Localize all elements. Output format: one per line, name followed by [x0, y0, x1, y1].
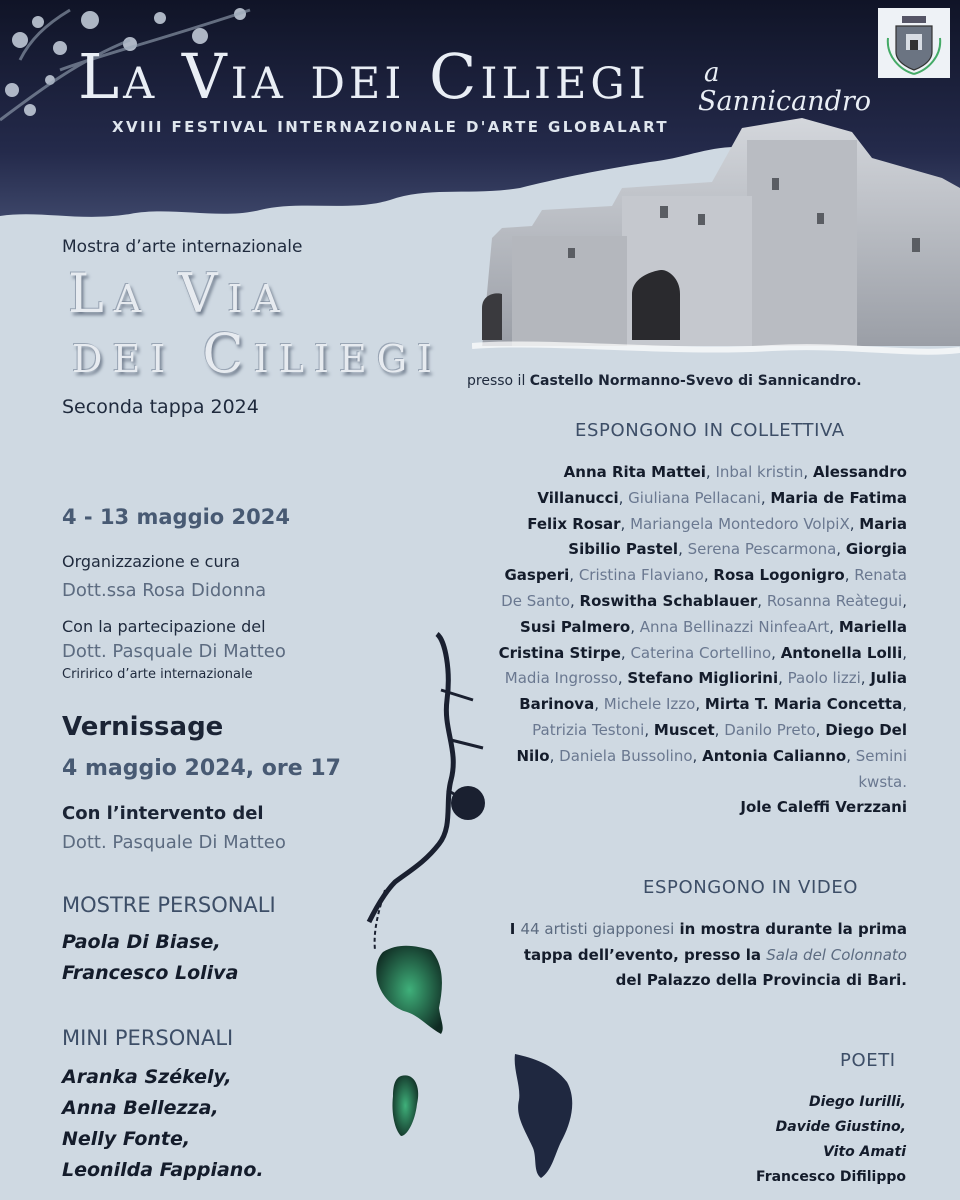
artist-name: Roswitha Schablauer [579, 591, 758, 610]
artist-name: Mirta T. Maria Concetta [704, 695, 903, 714]
poet-name: Vito Amati [823, 1144, 906, 1160]
intervention-name: Dott. Pasquale Di Matteo [62, 832, 286, 853]
poets-title: POETI [840, 1050, 896, 1071]
vernissage-date: 4 maggio 2024, ore 17 [62, 756, 341, 781]
exhibition-title-line1: La Via [68, 262, 290, 325]
poet-name: Davide Giustino, [775, 1119, 906, 1135]
artist-name: Rosanna Reàtegui [766, 591, 903, 610]
video-text-part: in mostra durante la prima tappa dell’evento, presso la [523, 920, 907, 964]
artist-name: Daniela Bussolino [559, 746, 693, 765]
participation-label: Con la partecipazione del [62, 617, 266, 636]
video-text-part: del Palazzo della Provincia di Bari. [615, 971, 907, 989]
mini-shows-title: MINI PERSONALI [62, 1026, 234, 1050]
exhibition-dates: 4 - 13 maggio 2024 [62, 505, 290, 529]
festival-subtitle: XVIII FESTIVAL INTERNAZIONALE D'ARTE GLOBALART [112, 118, 669, 136]
artist-name: Serena Pescarmona [687, 540, 837, 559]
intervention-label: Con l’intervento del [62, 803, 264, 824]
poets-list [660, 1090, 906, 1190]
artist-name: Patrizia Testoni [532, 720, 645, 739]
artist-name: Caterina Cortellino [630, 643, 772, 662]
participation-name: Dott. Pasquale Di Matteo [62, 641, 286, 662]
artist-name: Giuliana Pellacani [628, 488, 761, 507]
artist-name: Semini kwsta. [855, 746, 907, 791]
artist-name: Renata De Santo [501, 566, 907, 610]
artist-name: Alessandro Villanucci [537, 463, 907, 507]
venue-line [467, 373, 862, 389]
artist-name: Mariella Cristina Stirpe [498, 617, 907, 662]
poet-name: Diego Iurilli, [808, 1094, 906, 1110]
artist-name: Mariangela Montedoro VolpiX [630, 514, 850, 533]
artist-name: Anna Rita Mattei [563, 463, 706, 481]
video-title: ESPONGONO IN VIDEO [643, 877, 859, 898]
venue-name: Castello Normanno-Svevo di Sannicandro. [529, 373, 862, 389]
artist-name: Antonella Lolli [780, 643, 903, 662]
mini-show-artist: Nelly Fonte, [62, 1128, 191, 1150]
artist-name: Madia Ingrosso [504, 669, 618, 688]
festival-title: La Via dei Ciliegi [78, 40, 650, 113]
location-marker-icon [451, 786, 485, 820]
participation-role: Criririco d’arte internazionale [62, 667, 253, 682]
exhibition-type: Mostra d’arte internazionale [62, 237, 303, 257]
artist-name: Jole Caleffi Verzzani [740, 798, 907, 817]
personal-shows-title: MOSTRE PERSONALI [62, 893, 276, 917]
artist-name: Danilo Preto [724, 720, 816, 739]
artist-name: Muscet [653, 720, 715, 739]
video-venue-name: Sala del Colonnato [766, 945, 907, 964]
artist-name: Maria de Fatima Felix Rosar [527, 488, 907, 533]
video-text-part: I [509, 920, 521, 938]
poet-name: Francesco Difilippo [756, 1169, 906, 1185]
organization-name: Dott.ssa Rosa Didonna [62, 580, 267, 601]
title-preposition: a [704, 58, 720, 88]
collective-title: ESPONGONO IN COLLETTIVA [575, 420, 845, 441]
vernissage-title: Vernissage [62, 712, 224, 742]
artist-name: Cristina Flaviano [578, 566, 704, 585]
video-description [500, 917, 907, 994]
artist-name: Susi Palmero [520, 617, 631, 636]
mini-show-artist: Anna Bellezza, [62, 1097, 219, 1119]
exhibition-stage: Seconda tappa 2024 [62, 396, 259, 418]
town-crest-icon [878, 8, 950, 78]
artist-name: Michele Izzo [603, 695, 696, 714]
artist-name: Antonia Calianno [702, 746, 847, 765]
artist-name: Anna Bellinazzi NinfeaArt [639, 617, 830, 636]
title-place: Sannicandro [698, 86, 872, 117]
artist-name: Julia Barinova [519, 669, 907, 714]
personal-show-artist: Paola Di Biase, [62, 931, 221, 953]
artist-name: Maria Sibilio Pastel [568, 514, 907, 559]
artist-name: Paolo lizzi [787, 669, 861, 688]
organization-label: Organizzazione e cura [62, 552, 240, 571]
mini-show-artist: Leonilda Fappiano. [62, 1159, 264, 1181]
artist-name: Diego Del Nilo [516, 720, 907, 765]
artist-name: Inbal kristin [715, 463, 804, 481]
exhibition-title-line2: dei Ciliegi [72, 322, 443, 385]
video-artists-count: 44 artisti giapponesi [520, 920, 675, 938]
artist-name: Giorgia Gasperi [504, 540, 907, 585]
mini-show-artist: Aranka Székely, [62, 1066, 232, 1088]
collective-artists-list: Anna Rita Mattei, Inbal kristin, Alessandro Villanucci, Giuliana Pellacani, Maria de Fatima Felix Rosar, Mariangela Montedoro VolpiX, Maria Sibilio Pastel, Serena Pescarmona, Giorgia Gasperi, Cristina Flaviano, Rosa Logonigro, Renata De Santo, Roswitha Schablauer, Rosanna Reàtegui, Susi Palmero, Anna Bellinazzi NinfeaArt, Mariella Cristina Stirpe, Caterina Cortellino, Antonella Lolli, Madia Ingrosso, Stefano Migliorini, Paolo lizzi, Julia Barinova, Michele Izzo, Mirta T. Maria Concetta, Patrizia Testoni, Muscet, Danilo Preto, Diego Del Nilo, Daniela Bussolino, Antonia Calianno, Semini kwsta. Jole Caleffi Verzzani [498, 463, 907, 817]
artist-name: Stefano Migliorini [627, 669, 779, 688]
personal-show-artist: Francesco Loliva [62, 962, 239, 984]
artist-name: Rosa Logonigro [713, 566, 845, 585]
castle-image [472, 118, 960, 363]
venue-prefix: presso il [467, 373, 530, 389]
